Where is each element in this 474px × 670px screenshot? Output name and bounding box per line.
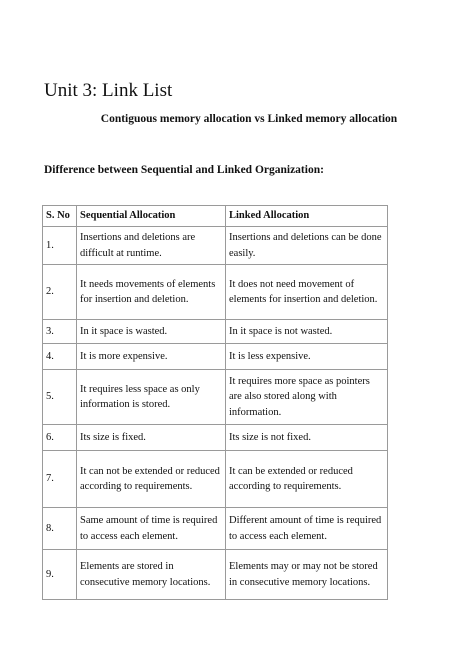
cell-sequential: Its size is fixed.	[77, 425, 226, 451]
table-row	[43, 425, 388, 451]
cell-linked: Its size is not fixed.	[226, 425, 388, 451]
cell-linked: It does not need movement of elements for insertion and deletion.	[226, 265, 388, 320]
cell-linked: It is less expensive.	[226, 344, 388, 370]
cell-linked: It requires more space as pointers are also stored along with information.	[226, 370, 388, 425]
header-sequential: Sequential Allocation	[77, 206, 226, 227]
table-row	[43, 451, 388, 508]
cell-sequential: Insertions and deletions are difficult at runtime.	[77, 227, 226, 265]
cell-linked: Elements may or may not be stored in consecutive memory locations.	[226, 550, 388, 600]
cell-sequential: Elements are stored in consecutive memory locations.	[77, 550, 226, 600]
section-heading: Difference between Sequential and Linked Organization:	[44, 164, 324, 176]
header-linked: Linked Allocation	[226, 206, 388, 227]
unit-title: Unit 3: Link List	[44, 80, 173, 101]
cell-linked: Insertions and deletions can be done easily.	[226, 227, 388, 265]
table-row	[43, 320, 388, 344]
cell-sno: 3.	[43, 320, 77, 344]
cell-linked: In it space is not wasted.	[226, 320, 388, 344]
header-sno: S. No	[43, 206, 77, 227]
table-row	[43, 370, 388, 425]
cell-sequential: In it space is wasted.	[77, 320, 226, 344]
table-row	[43, 227, 388, 265]
cell-linked: It can be extended or reduced according to requirements.	[226, 451, 388, 508]
table-header-row	[43, 206, 388, 227]
cell-sno: 7.	[43, 451, 77, 508]
cell-linked: Different amount of time is required to access each element.	[226, 508, 388, 550]
cell-sequential: It needs movements of elements for insertion and deletion.	[77, 265, 226, 320]
table-row	[43, 508, 388, 550]
cell-sno: 5.	[43, 370, 77, 425]
cell-sno: 4.	[43, 344, 77, 370]
cell-sno: 1.	[43, 227, 77, 265]
cell-sequential: It is more expensive.	[77, 344, 226, 370]
comparison-table	[42, 205, 388, 600]
subtitle: Contiguous memory allocation vs Linked memory allocation	[100, 113, 398, 125]
cell-sno: 6.	[43, 425, 77, 451]
cell-sequential: Same amount of time is required to access each element.	[77, 508, 226, 550]
cell-sno: 9.	[43, 550, 77, 600]
cell-sno: 8.	[43, 508, 77, 550]
cell-sequential: It can not be extended or reduced according to requirements.	[77, 451, 226, 508]
table-row	[43, 550, 388, 600]
cell-sno: 2.	[43, 265, 77, 320]
cell-sequential: It requires less space as only information is stored.	[77, 370, 226, 425]
table-row	[43, 265, 388, 320]
table-row	[43, 344, 388, 370]
